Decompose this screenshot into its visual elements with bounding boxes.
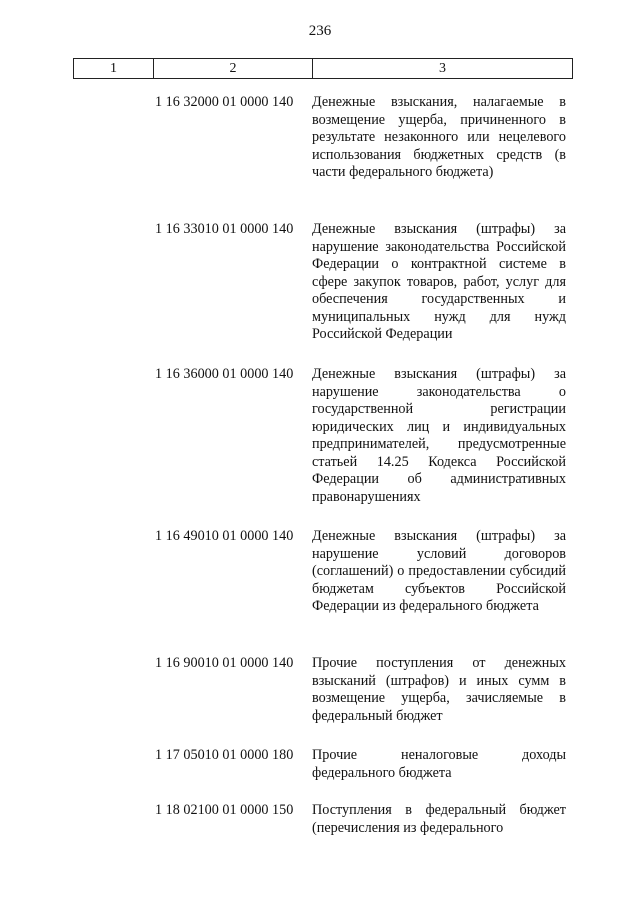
table-column-header (73, 58, 573, 79)
income-description: Прочие неналоговые доходы федерального бюджета (312, 747, 566, 781)
income-description: Денежные взыскания (штрафы) за нарушение законодательства Российской Федерации о контрактной системе в сфере закупок товаров, работ, услуг для обеспечения государственных и муниципальных нужд для нужд Российской Федерации (312, 221, 566, 342)
column-header-2: 2 (153, 59, 312, 78)
income-description: Денежные взыскания (штрафы) за нарушение законодательства о государственной регистрации юридических лиц и индивидуальных предпринимателей, предусмотренные статьей 14.25 Кодекса Российской Федерации об административных правонарушениях (312, 366, 566, 505)
column-header-1: 1 (73, 59, 153, 78)
income-description: Поступления в федеральный бюджет (перечисления из федерального (312, 802, 566, 836)
budget-code: 1 16 49010 01 0000 140 (155, 528, 294, 544)
budget-code: 1 18 02100 01 0000 150 (155, 802, 294, 818)
column-header-3: 3 (312, 59, 573, 78)
budget-code: 1 16 90010 01 0000 140 (155, 655, 294, 671)
budget-code: 1 16 33010 01 0000 140 (155, 221, 294, 237)
income-description: Денежные взыскания, налагаемые в возмещение ущерба, причиненного в результате незаконного или нецелевого использования бюджетных средств (в части федерального бюджета) (312, 94, 566, 180)
budget-code: 1 16 36000 01 0000 140 (155, 366, 294, 382)
income-description: Прочие поступления от денежных взысканий (штрафов) и иных сумм в возмещение ущерба, зачисляемые в федеральный бюджет (312, 655, 566, 724)
budget-code: 1 17 05010 01 0000 180 (155, 747, 294, 763)
income-description: Денежные взыскания (штрафы) за нарушение условий договоров (соглашений) о предоставлении субсидий бюджетам субъектов Российской Федерации из федерального бюджета (312, 528, 566, 614)
page-number: 236 (308, 23, 332, 39)
budget-code: 1 16 32000 01 0000 140 (155, 94, 294, 110)
